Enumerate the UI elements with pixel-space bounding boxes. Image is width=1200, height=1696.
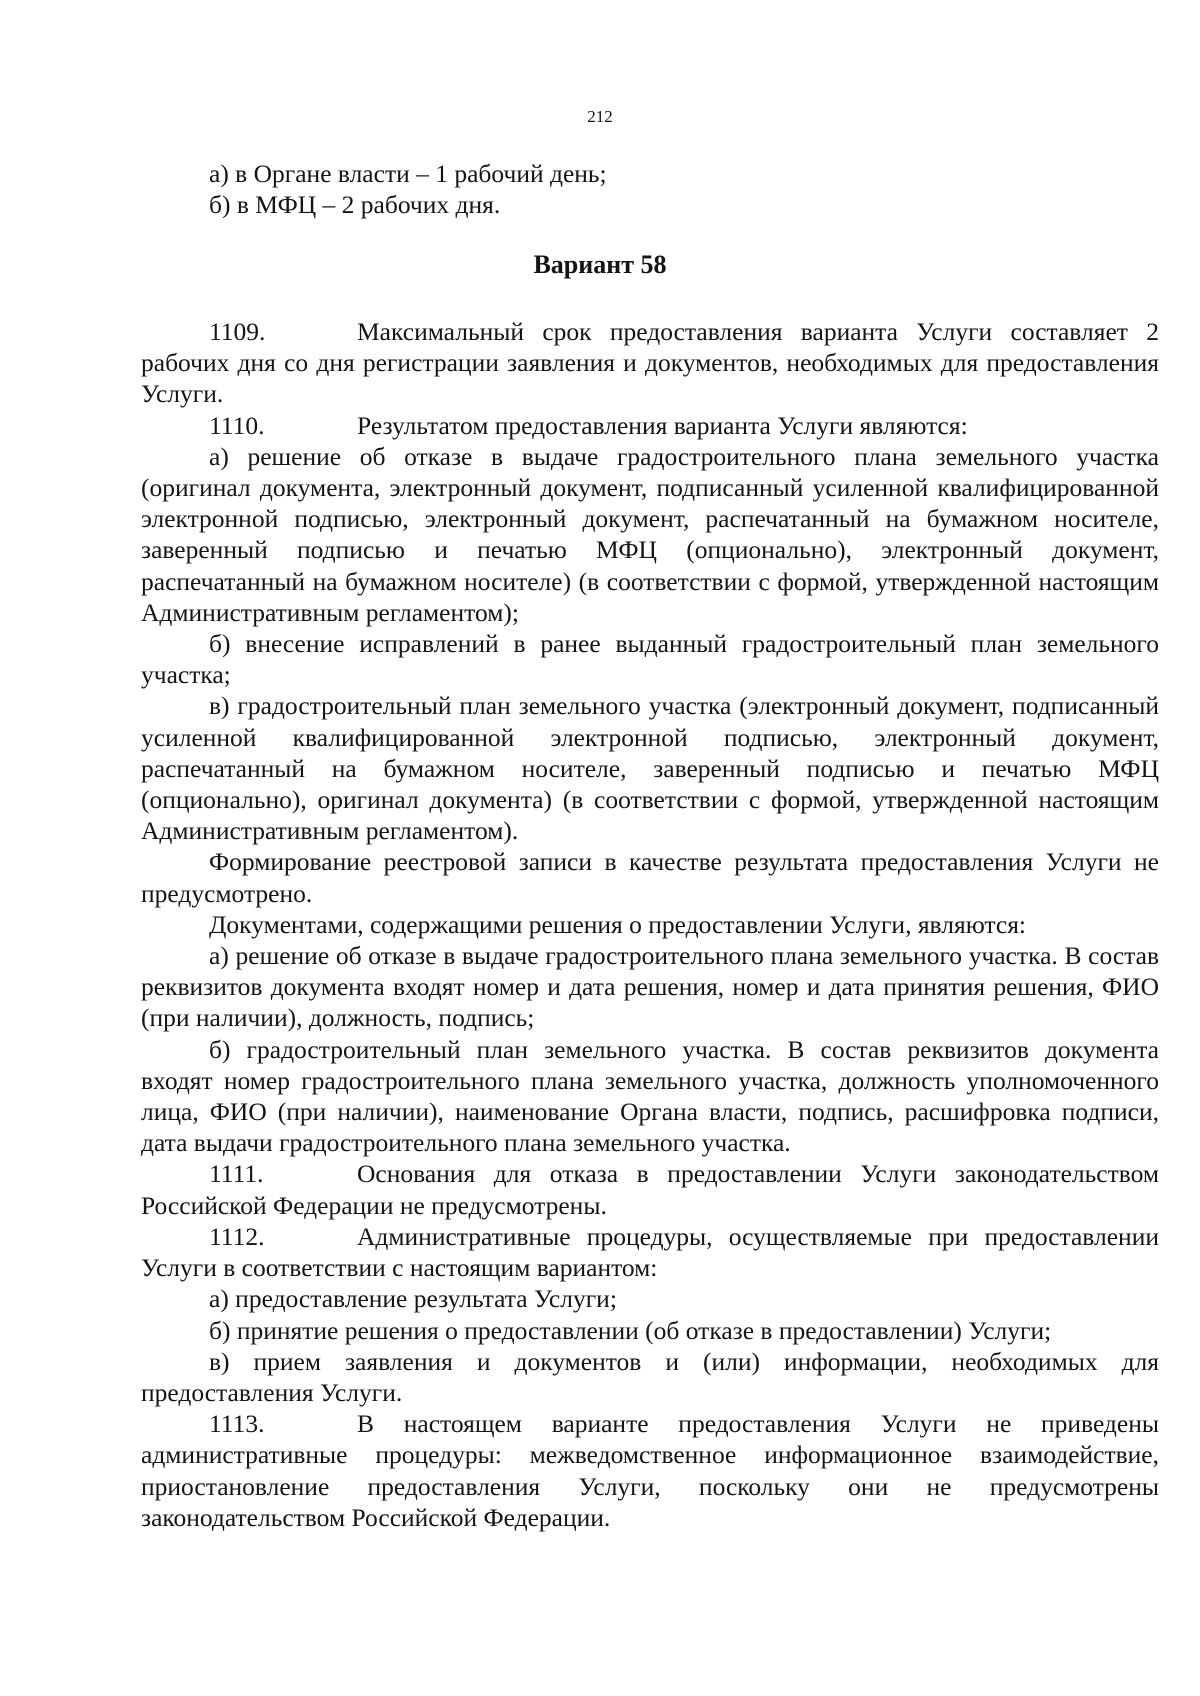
paragraph-number: 1109.: [209, 317, 266, 346]
paragraph: а) решение об отказе в выдаче градостроительного плана земельного участка (оригинал документа, электронный документ, подписанный усиленной квалифицированной электронной подписью, электронный документ, распечатанный на бумажном носителе, заверенный подписью и печатью МФЦ (опционально), электронный документ, распечатанный на бумажном носителе) (в соответствии с формой, утвержденной настоящим Административным регламентом);: [141, 441, 1159, 627]
paragraph-number: 1110.: [209, 410, 265, 440]
list-item: б) в МФЦ – 2 рабочих дня.: [209, 190, 501, 220]
numbered-paragraph-1112: [141, 1221, 1159, 1283]
paragraph: в) прием заявления и документов и (или) информации, необходимых для предоставления Услуги.: [141, 1346, 1159, 1407]
paragraph-number: 1112.: [209, 1221, 265, 1251]
paragraph: б) внесение исправлений в ранее выданный градостроительный план земельного участка;: [141, 629, 1159, 690]
paragraph: в) градостроительный план земельного участка (электронный документ, подписанный усиленной квалифицированной электронной подписью, электронный документ, распечатанный на бумажном носителе, заверенный подписью и печатью МФЦ (опционально), оригинал документа) (в соответствии с формой, утвержденной настоящим Административным регламентом).: [141, 691, 1159, 846]
paragraph: Документами, содержащими решения о предоставлении Услуги, являются:: [209, 909, 1027, 939]
document-body: [141, 316, 1159, 1533]
numbered-paragraph-1109: [141, 316, 1159, 410]
paragraph: а) предоставление результата Услуги;: [209, 1284, 617, 1314]
top-items: [141, 158, 1159, 220]
paragraph-number: 1111.: [209, 1159, 264, 1189]
paragraph-number: 1113.: [209, 1409, 265, 1439]
paragraph-text: В настоящем варианте предоставления Услуги не приведены административные процедуры: межведомственное информационное взаимодействие, приостановление предоставления Услуги, поскольку они не предусмотрены законодательством Российской Федерации.: [141, 1409, 1159, 1532]
paragraph-text: Максимальный срок предоставления варианта Услуги составляет 2 рабочих дня со дня регистрации заявления и документов, необходимых для предоставления Услуги.: [141, 317, 1159, 409]
numbered-paragraph-1113: [141, 1408, 1159, 1533]
paragraph: Формирование реестровой записи в качестве результата предоставления Услуги не предусмотрено.: [141, 847, 1159, 908]
paragraph: б) принятие решения о предоставлении (об отказе в предоставлении) Услуги;: [209, 1315, 1052, 1345]
page-number: 212: [587, 107, 613, 126]
numbered-paragraph-1111: [141, 1158, 1159, 1220]
paragraph: а) решение об отказе в выдаче градостроительного плана земельного участка. В состав реквизитов документа входят номер и дата решения, номер и дата принятия решения, ФИО (при наличии), должность, подпись;: [141, 941, 1159, 1033]
variant-title: Вариант 58: [533, 250, 667, 279]
paragraph-text: Результатом предоставления варианта Услуги являются:: [357, 410, 968, 440]
paragraph-text: Основания для отказа в предоставлении Услуги законодательством Российской Федерации не предусмотрены.: [141, 1159, 1159, 1220]
list-item: а) в Органе власти – 1 рабочий день;: [209, 159, 607, 188]
numbered-paragraph-1110: [141, 410, 1159, 441]
paragraph-text: Административные процедуры, осуществляемые при предоставлении Услуги в соответствии с настоящим вариантом:: [141, 1221, 1159, 1283]
paragraph: б) градостроительный план земельного участка. В состав реквизитов документа входят номер градостроительного плана земельного участка, должность уполномоченного лица, ФИО (при наличии), наименование Органа власти, подпись, расшифровка подписи, дата выдачи градостроительного плана земельного участка.: [141, 1034, 1159, 1158]
